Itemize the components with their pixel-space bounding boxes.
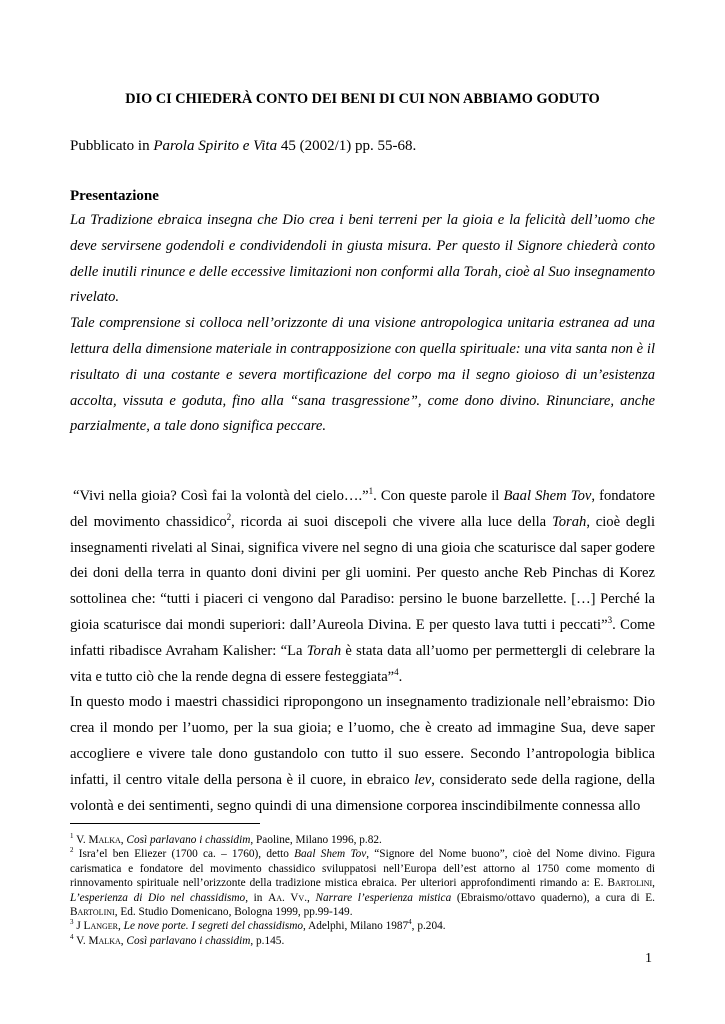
footnote-separator [70,823,260,824]
footnote-author: Malka [88,934,121,947]
body-text-span: . [398,668,403,685]
footnote-text: , “Signore del Nome buono”, cioè del Nome divino. Figura carismatica e fondatore del movimento chassidico sviluppatosi nell’Europa dell’est attorno al 1750 come momento di rinnovamento spirituale nell’orizzonte della tradizione mistica ebraica. Per ulteriori approfondimenti rimando a: E. [70,848,655,890]
body-text-span: . Con queste parole il [373,488,504,504]
footnote-text: , Adelphi, Milano 1987 [303,920,409,933]
footnote-text: V. [73,934,89,947]
footnotes [70,833,655,948]
footnote-1 [70,833,655,847]
presentation-heading: Presentazione [70,188,159,204]
footnote-work-title: Così parlavano i chassidim [126,834,251,846]
footnote-italic-term: Baal Shem Tov [294,848,367,861]
footnote-number: 2 [70,846,74,855]
footnote-author: Bartolini [70,906,115,919]
footnote-author: Aa. Vv. [268,891,308,904]
footnote-text: , [118,920,124,933]
footnote-work-title: L’esperienza di Dio nel chassidismo [70,891,246,904]
publication-suffix: 45 (2002/1) pp. 55-68. [277,138,417,154]
footnote-number: 4 [70,933,74,942]
footnote-number: 1 [70,832,74,841]
italic-term: Torah [306,642,342,659]
presentation-paragraph-1: La Tradizione ebraica insegna che Dio crea i beni terreni per la gioia e la felicità dell’uomo che deve servirsene godendoli e condividendoli in giusta misura. Per questo il Signore chiederà conto delle inutili rinunce e delle eccessive limitazioni non conformi alla Torah, cioè al Suo insegnamento rivelato. [70,212,655,306]
body-text-span: , fondatore del movimento chassidico [70,488,655,530]
presentation-paragraph-2: Tale comprensione si colloca nell’orizzonte di una visione antropologica unitaria estranea ad una lettura della dimensione materiale in contrapposizione con quella spirituale: una vita santa non è il risultato di una costante e severa mortificazione del corpo ma il segno gioioso di un’esistenza accolta, vissuta e goduta, fino alla “sana trasgressione”, come dono divino. Rinunciare, anche parzialmente, a tale dono significa peccare. [70,315,655,435]
body-text-span: , cioè degli insegnamenti rivelati al Sinai, significa vivere nel segno di una gioia che scaturisce dal saper godere dei doni della terra in quanto doni divini per gli uomini. Per questo anche Reb Pinchas di Korez sottolinea che: “tutti i piaceri ci vengono dal Paradiso: persino le buone barzellette. […] Perché la gioia scaturisce dai mondi superiori: dall’Aureola Divina. E per questo lava tutti i peccati” [70,513,656,633]
footnote-text: , in [245,891,269,904]
footnote-author: Bartolini [607,877,653,890]
footnote-text: , [120,834,127,846]
publication-prefix: Pubblicato in [70,138,154,154]
footnote-2 [70,847,655,919]
body-text-span: è stata data all’uomo per permettergli di celebrare la vita e tutto ciò che la rende degna di essere festeggiata” [70,642,655,685]
footnote-text: Isra’el ben Eliezer (1700 ca. – 1760), detto [73,848,295,861]
footnote-ref-2: 2 [226,511,232,522]
italic-term: Torah [551,513,587,530]
footnote-text: , [652,877,655,890]
footnote-text: , p.145. [250,934,285,947]
body-text-span: . Come infatti ribadisce Avraham Kalisher: “La [70,616,655,659]
footnote-work-title: Le nove porte. I segreti del chassidismo [123,920,304,933]
footnote-work-title: Narrare l’esperienza mistica [315,891,452,904]
footnote-text: J [73,920,84,933]
footnote-author: Malka [88,834,121,846]
body-text [70,484,655,819]
footnote-text: , [307,891,316,904]
footnote-3 [70,919,655,933]
body-paragraph-1 [70,484,655,690]
body-text-span: , ricorda ai suoi discepoli che vivere alla luce della [231,513,552,530]
publication-line [70,137,416,155]
body-paragraph-2 [70,690,655,819]
footnote-ref-1: 1 [368,486,374,497]
footnote-text: V. [73,834,89,846]
body-text-span: In questo modo i maestri chassidici ripropongono un insegnamento tradizionale nell’ebraismo: Dio crea il mondo per l’uomo, per la sua gioia; e l’uomo, che è creato ad immagine Sua, deve saper accogliere e vivere tale dono gustandolo con tutto il suo essere. Secondo l’antropologia biblica infatti, il centro vitale della persona è il cuore, in ebraico [70,694,655,788]
footnote-text: , [120,934,127,947]
footnote-text: (Ebraismo/ottavo quaderno), a cura di E. [451,891,655,904]
footnote-edition: 4 [408,918,412,927]
italic-term: Baal Shem Tov [503,488,592,504]
footnote-number: 3 [70,918,74,927]
footnote-work-title: Così parlavano i chassidim [126,934,251,947]
body-text-span: , considerato sede della ragione, della volontà e dei sentimenti, segno quindi di una dimensione corporea inscindibilmente connessa allo [70,771,655,814]
footnote-text: , Paoline, Milano 1996, p.82. [250,834,382,846]
footnote-ref-3: 3 [607,615,613,626]
page-number: 1 [645,951,652,966]
presentation-section [70,208,655,440]
footnote-author: Langer [83,920,119,933]
document-title: DIO CI CHIEDERÀ CONTO DEI BENI DI CUI NON ABBIAMO GODUTO [125,91,600,107]
publication-journal: Parola Spirito e Vita [153,138,278,154]
quote-text: “Vivi nella gioia? Così fai la volontà del cielo….” [73,488,369,504]
footnote-ref-4: 4 [394,666,399,677]
footnote-text: , Ed. Studio Domenicano, Bologna 1999, pp.99-149. [114,906,353,919]
italic-term: lev [414,771,432,788]
footnote-text: , p.204. [411,920,446,933]
footnote-4 [70,934,655,948]
